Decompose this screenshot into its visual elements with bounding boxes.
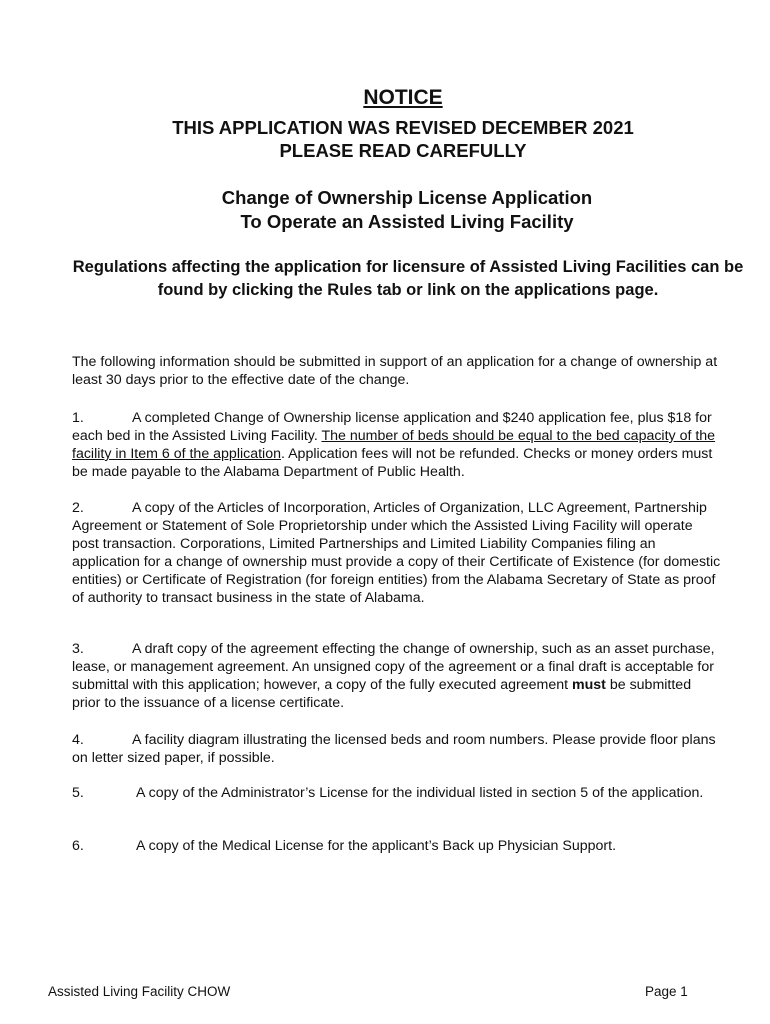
revision-notice <box>0 116 770 162</box>
read-carefully-line: PLEASE READ CAREFULLY <box>279 140 527 161</box>
footer-document-name: Assisted Living Facility CHOW <box>48 984 231 999</box>
item-text: A copy of the Administrator’s License for the individual listed in section 5 of the application. <box>136 785 704 801</box>
requirement-item-5 <box>72 784 722 802</box>
item-text: be submitted prior to the issuance of a license certificate. <box>72 677 692 711</box>
item-text: . Application fees will not be refunded. Checks or money orders must be made payable to the Alabama Department of Public Health. <box>72 446 713 480</box>
title-line-2: To Operate an Assisted Living Facility <box>240 211 574 232</box>
item-text: A draft copy of the agreement effecting the change of ownership, such as an asset purchase, lease, or management agreement. An unsigned copy of the agreement or a final draft is acceptable for submittal with this application; however, a copy of the fully executed agreement <box>72 641 715 693</box>
intro-paragraph: The following information should be submitted in support of an application for a change of ownership at least 30 days prior to the effective date of the change. <box>72 354 718 388</box>
notice-heading: NOTICE <box>363 86 443 109</box>
item-text-bold: must <box>572 677 606 693</box>
item-number: 3. <box>72 641 84 657</box>
item-text: A facility diagram illustrating the licensed beds and room numbers. Please provide floor plans on letter sized paper, if possible. <box>72 732 716 766</box>
application-title <box>0 186 770 234</box>
item-text: A completed Change of Ownership license application and $240 application fee, plus $18 for each bed in the Assisted Living Facility. <box>72 410 712 444</box>
item-text: A copy of the Articles of Incorporation, Articles of Organization, LLC Agreement, Partnership Agreement or Statement of Sole Proprietorship under which the Assisted Living Facility will operate post transaction. Corporations, Limited Partnerships and Limited Liability Companies filing an application for a change of ownership must provide a copy of their Certificate of Existence (for domestic entities) or Certificate of Registration (for foreign entities) from the Alabama Secretary of State as proof of authority to transact business in the state of Alabama. <box>72 500 721 606</box>
item-number: 5. <box>72 785 84 801</box>
footer-page-number: Page 1 <box>645 984 688 999</box>
revision-line: THIS APPLICATION WAS REVISED DECEMBER 2021 <box>172 117 634 138</box>
title-line-1: Change of Ownership License Application <box>221 187 593 208</box>
item-number: 6. <box>72 838 84 854</box>
item-number: 2. <box>72 500 84 516</box>
item-text-underlined: The number of beds should be equal to the bed capacity of the facility in Item 6 of the application <box>72 428 716 462</box>
item-number: 1. <box>72 410 84 426</box>
requirement-item-3 <box>72 640 722 712</box>
requirement-item-6 <box>72 837 722 855</box>
item-number: 4. <box>72 732 84 748</box>
requirement-item-4 <box>72 731 722 767</box>
requirement-item-2 <box>72 499 722 607</box>
regulations-note: Regulations affecting the application for licensure of Assisted Living Facilities can be found by clicking the Rules tab or link on the applications page. <box>72 258 744 299</box>
item-text: A copy of the Medical License for the applicant’s Back up Physician Support. <box>136 838 617 854</box>
requirement-item-1 <box>72 409 722 481</box>
